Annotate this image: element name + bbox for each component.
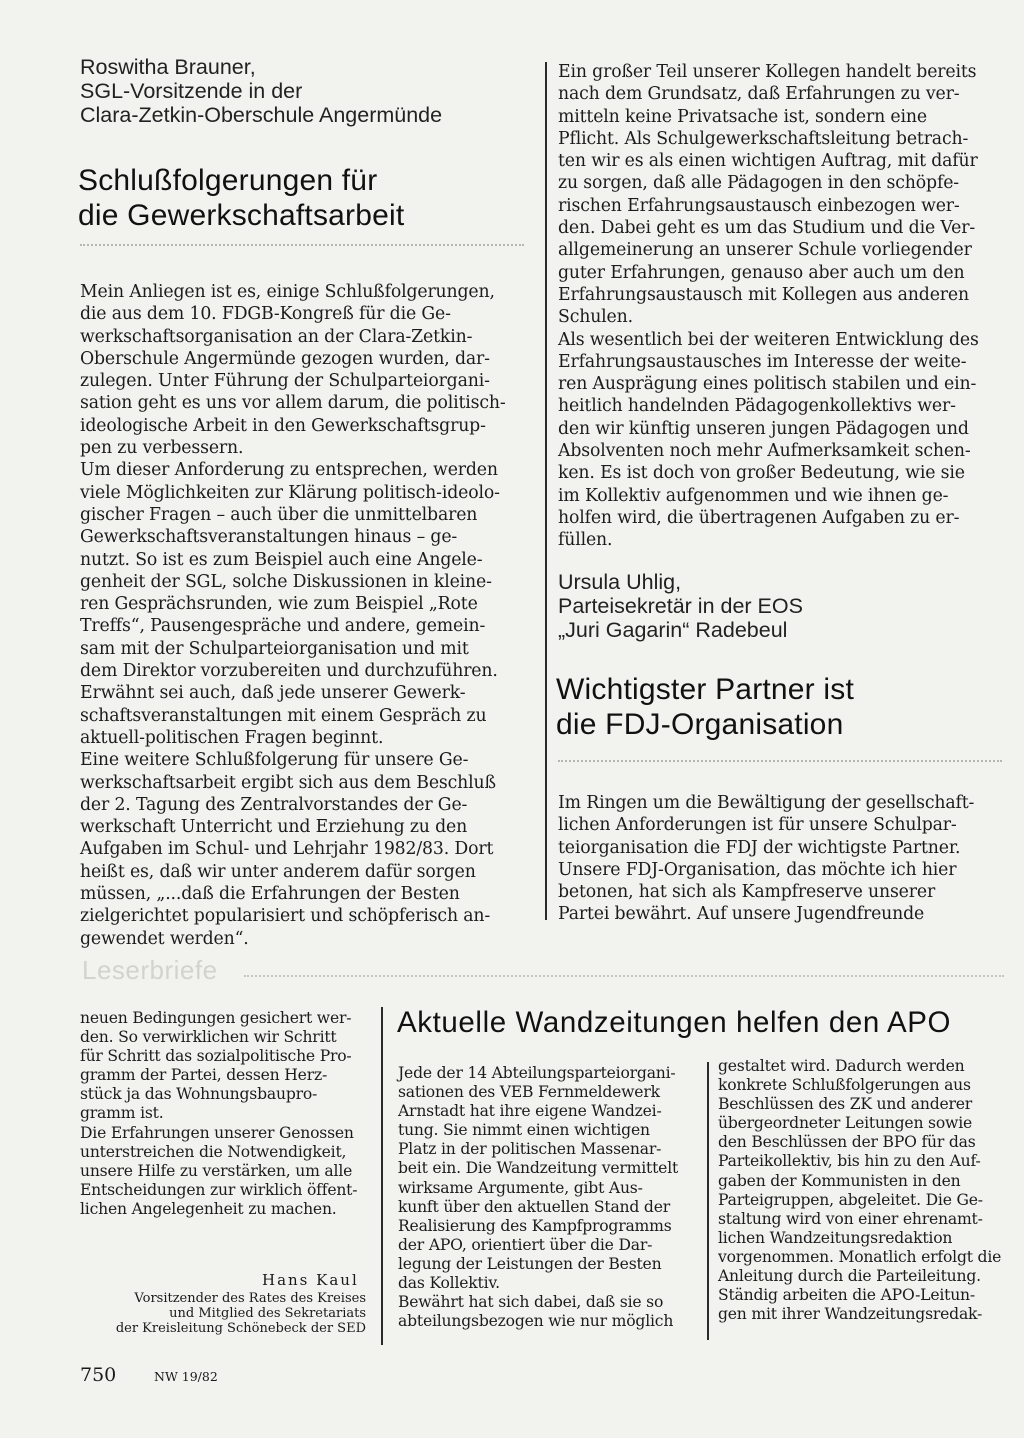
article-continuation: Ein großer Teil unserer Kollegen handelt bereits nach dem Grundsatz, daß Erfahrungen zu ver- mitteln keine Privatsache ist, sondern eine Pflicht. Als Schulgewerkschaftsleitung betrach- ten wir es als einen wichtigen Auftrag, mit dafür zu sorgen, daß alle Pädagogen in den schöpfe- rischen Erfahrungsaustausch einbezogen wer- den. Dabei geht es um das Studium und die Ver- allgemeinerung an unserer Schule vorliegender guter Erfahrungen, genauso aber auch um den Erfahrungsaustausch mit Kollegen aus anderen Schulen. Als wesentlich bei der weiteren Entwicklung des Erfahrungsaustausches im Interesse der weite- ren Ausprägung eines politisch stabilen und ein- heitlich handelnden Pädagogenkollektivs wer- den wir künftig unseren jungen Pädagogen und Absolventen noch mehr Aufmerksamkeit schen- ken. Es ist doch von großer Bedeutung, wie sie im Kollektiv aufgenommen und wie ihnen ge- holfen wird, die übertragenen Aufgaben zu er- füllen.	[558, 62, 979, 551]
author-byline: Ursula Uhlig, Parteisekretär in der EOS „Juri Gagarin“ Radebeul	[558, 570, 803, 642]
article-headline: Wichtigster Partner ist die FDJ-Organisation	[556, 673, 855, 741]
page-number: 750	[80, 1364, 117, 1386]
article-body: Im Ringen um die Bewältigung der gesellschaft- lichen Anforderungen ist für unsere Schulpar- teiorganisation die FDJ der wichtigste Partner. Unsere FDJ-Organisation, das möchte ich hier betonen, hat sich als Kampfreserve unserer Partei bewährt. Auf unsere Jugendfreunde	[558, 793, 975, 925]
column-rule	[707, 1062, 709, 1340]
headline-divider	[558, 760, 1002, 762]
signature-name: Hans Kaul	[262, 1271, 359, 1289]
column-rule	[545, 62, 547, 920]
letter-body: neuen Bedingungen gesichert wer- den. So verwirklichen wir Schritt für Schritt das sozialpolitische Pro- gramm der Partei, dessen Herz- stück ja das Wohnungsbaupro- gramm ist. Die Erfahrungen unserer Genossen unterstreichen die Notwendigkeit, unsere Hilfe zu verstärken, um alle Entscheidungen zur wirklich öffent- lichen Angelegenheit zu machen.	[80, 1009, 358, 1218]
article-headline: Schlußfolgerungen für die Gewerkschaftsarbeit	[78, 164, 405, 232]
author-byline: Roswitha Brauner, SGL-Vorsitzende in der Clara-Zetkin-Oberschule Angermünde	[80, 55, 443, 127]
article-headline: Aktuelle Wandzeitungen helfen den APO	[397, 1006, 952, 1039]
column-rule	[381, 1007, 383, 1345]
signature-role: Vorsitzender des Rates des Kreises und Mitglied des Sekretariats der Kreisleitung Schönebeck der SED	[115, 1291, 366, 1336]
section-divider	[244, 975, 1004, 977]
headline-divider	[80, 244, 524, 246]
article-body-column-1: Jede der 14 Abteilungsparteiorgani- sationen des VEB Fernmeldewerk Arnstadt hat ihre eigene Wandzei- tung. Sie nimmt einen wichtigen Platz in der politischen Massenar- beit ein. Die Wandzeitung vermittelt wirksame Argumente, gibt Aus- kunft über den aktuellen Stand der Realisierung des Kampfprogramms der APO, orientiert über die Dar- legung der Leistungen der Besten das Kollektiv. Bewährt hat sich dabei, daß sie so abteilungsbezogen wie nur möglich	[398, 1064, 679, 1331]
section-label: Leserbriefe	[82, 955, 218, 985]
article-body: Mein Anliegen ist es, einige Schlußfolgerungen, die aus dem 10. FDGB-Kongreß für die Ge- werkschaftsorganisation an der Clara-Zetkin- Oberschule Angermünde gezogen wurden, dar- zulegen. Unter Führung der Schulparteiorgani- sation geht es uns vor allem darum, die politisch- ideologische Arbeit in den Gewerkschaftsgrup- pen zu verbessern. Um dieser Anforderung zu entsprechen, werden viele Möglichkeiten zur Klärung politisch-ideolo- gischer Fragen – auch über die unmittelbaren Gewerkschaftsveranstaltungen hinaus – ge- nutzt. So ist es zum Beispiel auch eine Angele- genheit der SGL, solche Diskussionen in kleine- ren Gesprächsrunden, wie zum Beispiel „Rote Treffs“, Pausengespräche und andere, gemein- sam mit der Schulparteiorganisation und mit dem Direktor vorzubereiten und durchzuführen. Erwähnt sei auch, daß jede unserer Gewerk- schaftsveranstaltungen mit einem Gespräch zu aktuell-politischen Fragen beginnt. Eine weitere Schlußfolgerung für unsere Ge- werkschaftsarbeit ergibt sich aus dem Beschluß der 2. Tagung des Zentralvorstandes der Ge- werkschaft Unterricht und Erziehung zu den Aufgaben im Schul- und Lehrjahr 1982/83. Dort heißt es, daß wir unter anderem dafür sorgen müssen, „...daß die Erfahrungen der Besten zielgerichtet popularisiert und schöpferisch an- gewendet werden“.	[80, 282, 506, 949]
issue-number: NW 19/82	[154, 1369, 218, 1384]
article-body-column-2: gestaltet wird. Dadurch werden konkrete Schlußfolgerungen aus Beschlüssen des ZK und anderer übergeordneter Leitungen sowie den Beschlüssen der BPO für das Parteikollektiv, bis hin zu den Auf- gaben der Kommunisten in den Parteigruppen, abgeleitet. Die Ge- staltung wird von einer ehrenamt- lichen Wandzeitungsredaktion vorgenommen. Monatlich erfolgt die Anleitung durch die Parteileitung. Ständig arbeiten die APO-Leitun- gen mit ihrer Wandzeitungsredak-	[718, 1057, 1002, 1324]
